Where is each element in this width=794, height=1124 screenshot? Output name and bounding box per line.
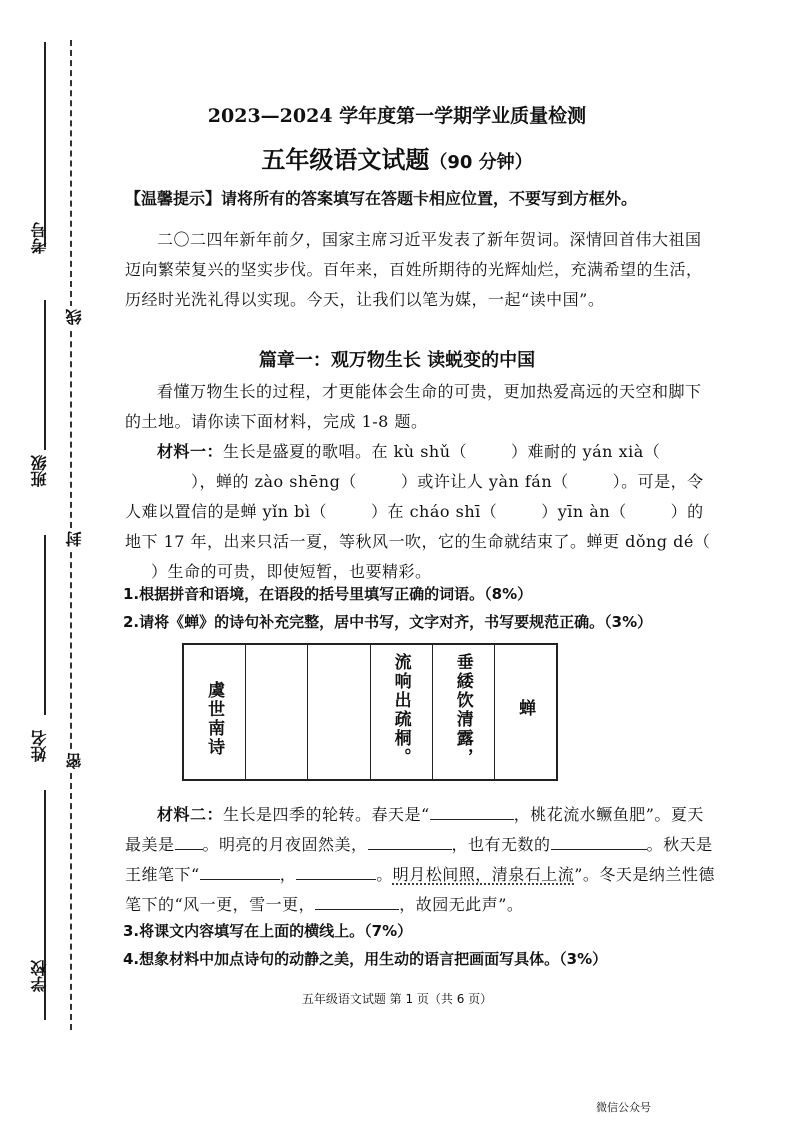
subject-title: 五年级语文试题 (261, 146, 430, 174)
class-label: 班级 (30, 455, 49, 487)
question-1: 1.根据拼音和语境，在语段的括号里填写正确的词语。（8%） (123, 585, 533, 603)
material-2-label: 材料二： (157, 805, 224, 824)
m1-text: ）在 cháo shī（ (371, 502, 498, 521)
seal-word-seal: 封 (63, 528, 86, 550)
intro-paragraph: 二〇二四年新年前夕，国家主席习近平发表了新年贺词。深情回首伟大祖国迈向繁荣复兴的坚实步伐。百年来，百姓所期待的光辉灿烂，充满希望的生活，历经时光洗礼得以实现。今天，让我们以笔为媒，一起“读中国”。 (125, 230, 703, 309)
m2-text: 。 (646, 835, 664, 854)
name-fill-line (44, 535, 46, 715)
tip-text: 请将所有的答案填写在答题卡相应位置，不要写到方框外。 (221, 189, 638, 208)
material-1 (125, 437, 715, 587)
tip-label: 【温馨提示】 (125, 189, 222, 208)
m2-text: 秋天是王维笔下“ (125, 835, 713, 884)
chapter-title: 篇章一：观万物生长 读蜕变的中国 (258, 350, 536, 371)
exam-subtitle (0, 140, 794, 175)
fill-blank[interactable] (200, 879, 280, 880)
poem-author-cell (184, 645, 246, 779)
poem-line-cell (371, 645, 433, 779)
question-4: 4.想象材料中加点诗句的动静之美，用生动的语言把画面写具体。（3%） (123, 950, 608, 968)
poem-line: 流响出疏桐。 (390, 653, 411, 767)
m1-text: ）。可是，令人难以置信的是蝉 yǐn bì（ (125, 472, 704, 521)
page-footer: 五年级语文试题 第 1 页（共 6 页） (301, 992, 493, 1006)
question-2: 2.请将《蝉》的诗句补充完整，居中书写，文字对齐，书写要规范正确。（3%） (123, 613, 653, 631)
m2-text: ，桃花流水鳜鱼肥”。 (513, 805, 671, 824)
exam-title: 2023—2024 学年度第一学期学业质量检测 (207, 105, 587, 127)
class-fill-line (44, 300, 46, 450)
m2-text: ，也有无数的 (451, 835, 551, 854)
fill-blank[interactable] (430, 819, 514, 820)
m2-text: 。明亮的月夜固然美， (202, 835, 368, 854)
m1-text: ）生命的可贵，即使短暂，也要精彩。 (151, 562, 432, 581)
m2-text: ， (279, 865, 297, 884)
m2-text: ”。冬天是纳兰性德笔下的“风一更，雪一更， (125, 865, 715, 914)
m2-text: 夏天最美是 (125, 805, 704, 854)
fill-blank[interactable] (315, 909, 399, 910)
seal-word-line: 线 (63, 306, 86, 328)
poem-line: 垂緌饮清露， (452, 653, 473, 767)
m1-text: ）或许让人 yàn fán（ (400, 472, 569, 491)
exam-no-label: 考号 (30, 222, 49, 254)
poem-title: 蝉 (514, 699, 535, 718)
m2-text: 。 (376, 865, 393, 884)
m1-text: ）难耐的 yán xià（ (511, 442, 661, 461)
m1-text: ），蝉的 zào shēng（ (191, 472, 357, 491)
material-1-label: 材料一： (157, 442, 224, 461)
dotted-poem-line: 明月松间照，清泉石上流 (392, 865, 575, 884)
duration: （90 分钟） (429, 152, 533, 173)
m1-text: ）的地下 17 年，出来只活一夏，等秋风一吹，它的生命就结束了。蝉更 dǒng dé（ (125, 502, 711, 551)
m2-text: ，故园无此声”。 (399, 895, 524, 914)
fill-blank[interactable] (551, 849, 647, 850)
tip (125, 186, 637, 209)
fill-blank[interactable] (368, 849, 452, 850)
poem-blank-cell[interactable] (308, 645, 370, 779)
seal-word-dense: 密 (63, 750, 86, 772)
material-2 (125, 800, 715, 920)
poem-author: 虞世南诗 (204, 681, 225, 757)
poem-grid (182, 643, 558, 781)
m1-text: ）yīn àn（ (541, 502, 627, 521)
question-3: 3.将课文内容填写在上面的横线上。（7%） (123, 922, 413, 940)
fill-blank[interactable] (296, 879, 376, 880)
poem-title-cell (495, 645, 556, 779)
poem-line-cell (433, 645, 495, 779)
school-label: 学校 (30, 960, 49, 992)
watermark-stamp: 微信公众号 (596, 1101, 651, 1114)
fill-blank[interactable] (175, 849, 203, 850)
poem-blank-cell[interactable] (246, 645, 308, 779)
name-label: 姓名 (30, 730, 49, 762)
m1-text: 生长是盛夏的歌唱。在 kù shǔ（ (223, 442, 468, 461)
chapter-intro: 看懂万物生长的过程，才更能体会生命的可贵，更加热爱高远的天空和脚下的土地。请你读下面材料，完成 1-8 题。 (125, 382, 702, 431)
m2-text: 生长是四季的轮转。春天是“ (223, 805, 430, 824)
